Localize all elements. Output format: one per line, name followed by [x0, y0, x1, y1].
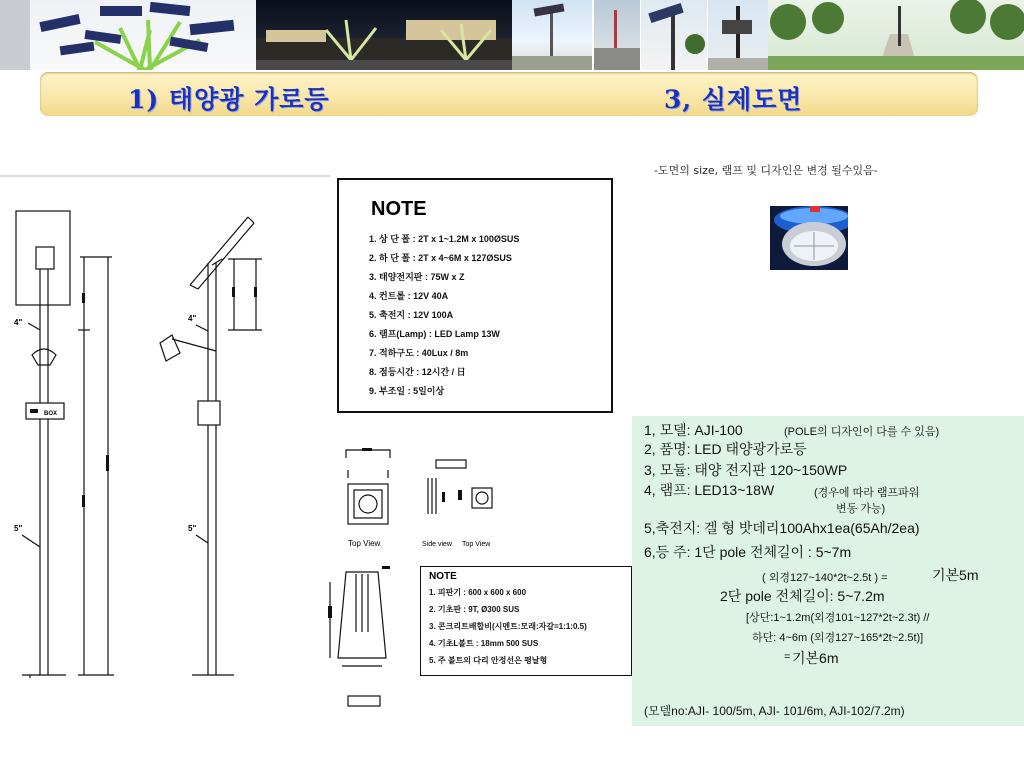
note2-line-2: 2. 기초판 : 9T, Ø300 SUS [429, 605, 520, 614]
note-line-6: 6. 램프(Lamp) : LED Lamp 13W [369, 329, 500, 339]
header-photo-night-street [256, 0, 512, 70]
pole-diameter-top-label: 4" [14, 318, 23, 327]
note-line-8: 8. 점등시간 : 12시간 / 日 [369, 367, 466, 377]
spec-product-name: 2, 품명: LED 태양광가로등 [644, 441, 807, 457]
header-photo-pole-1 [512, 0, 592, 70]
note2-title: NOTE [429, 571, 457, 582]
streetlight-elevation-drawing [0, 175, 330, 695]
lamp-photo [770, 206, 848, 270]
side-pole-diameter-top-label: 4" [188, 314, 197, 323]
disclaimer-text: -도면의 size, 램프 및 디자인은 변경 될수있음- [654, 164, 878, 177]
note-line-3: 3. 태양전지판 : 75W x Z [369, 272, 465, 282]
spec-pole-1-default: 기본5m [932, 567, 979, 583]
spec-model-numbers: (모델no:AJI- 100/5m, AJI- 101/6m, AJI-102/7.2m) [644, 704, 905, 718]
note-line-9: 9. 부조일 : 5일이상 [369, 386, 445, 396]
header-photo-pole-2 [594, 0, 640, 70]
spec-battery: 5,축전지: 겔 형 밧데리100Ahx1ea(65Ah/2ea) [644, 520, 920, 536]
pole-diameter-bottom-label: 5" [14, 524, 23, 533]
spec-pole-2-lower: 하단: 4~6m (외경127~165*2t~2.5t)] [752, 632, 924, 644]
spec-pole-2-eq: = [784, 651, 791, 663]
control-box-label: BOX [44, 411, 58, 417]
spec-lamp-note: (경우에 따라 램프파워 [814, 487, 920, 499]
spec-panel [632, 416, 1024, 726]
side-pole-diameter-bottom-label: 5" [188, 524, 197, 533]
spec-pole-2-upper: [상단:1~1.2m(외경101~127*2t~2.3t) // [746, 612, 930, 624]
spec-pole-1-diameter: ( 외경127~140*2t~2.5t ) = [762, 572, 888, 584]
note-box-foundation [420, 566, 632, 676]
section-title-drawing: 3, 실제도면 [664, 85, 803, 114]
foundation-section-drawing [322, 562, 402, 712]
side-view-caption: Side view [422, 541, 452, 548]
note2-line-4: 4. 기초L볼트 : 18mm 500 SUS [429, 639, 539, 648]
foundation-views-drawing [338, 440, 508, 550]
note-line-4: 4. 컨트롤 : 12V 40A [369, 291, 449, 301]
solar-tree-illustration [0, 0, 256, 70]
spec-model-note: (POLE의 디자인이 다를 수 있음) [784, 426, 940, 438]
header-photo-pole-3 [641, 0, 707, 70]
spec-pole-2: 2단 pole 전체길이: 5~7.2m [720, 588, 885, 604]
top-view-caption: Top View [348, 539, 381, 548]
spec-lamp-note-2: 변동 가능) [836, 503, 886, 515]
note2-line-1: 1. 피판기 : 600 x 600 x 600 [429, 588, 527, 597]
section-title-solar-streetlight: 1) 태양광 가로등 [128, 85, 330, 114]
note-line-2: 2. 하 단 폴 : 2T x 4~6M x 127ØSUS [369, 253, 512, 263]
note-box-specs [337, 178, 613, 413]
spec-module: 3, 모듈: 태양 전지판 120~150WP [644, 462, 848, 478]
header-photo-solar-tree [0, 0, 256, 70]
header-photo-pole-4 [708, 0, 768, 70]
note-line-5: 5. 축전지 : 12V 100A [369, 310, 454, 320]
spec-pole-2-default: 기본6m [792, 650, 839, 666]
note2-line-5: 5. 주 볼트의 다리 안정선은 평날형 [429, 656, 548, 665]
note-line-1: 1. 상 단 폴 : 2T x 1~1.2M x 100ØSUS [369, 234, 520, 244]
spec-lamp: 4, 램프: LED13~18W [644, 482, 775, 498]
note2-line-3: 3. 콘크리트배합비(시멘트:모래:자갈=1:1:0.5) [429, 622, 587, 631]
spec-model: 1, 모델: AJI-100 [644, 422, 743, 438]
note-line-7: 7. 적하구도 : 40Lux / 8m [369, 348, 469, 358]
note-title: NOTE [371, 198, 427, 220]
header-photo-park-path [768, 0, 1024, 70]
spec-pole-1: 6,등 주: 1단 pole 전체길이 : 5~7m [644, 544, 852, 560]
top-view-caption-2: Top View [462, 541, 491, 548]
